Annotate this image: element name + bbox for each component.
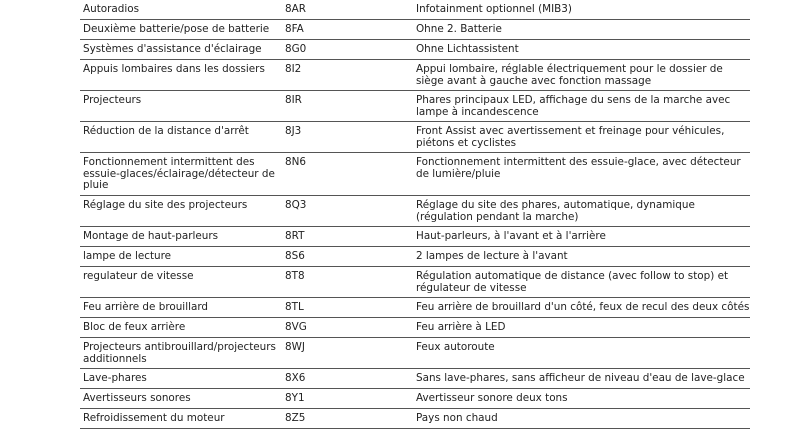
option-description: Réglage du site des phares, automatique, dynamique (régulation pendant la marche) <box>416 199 695 223</box>
option-code: 8J3 <box>285 125 302 137</box>
table-row <box>80 153 750 196</box>
option-code: 8WJ <box>285 341 305 353</box>
table-row <box>80 318 750 338</box>
option-code: 8G0 <box>285 43 307 55</box>
option-description: Régulation automatique de distance (avec follow to stop) et régulateur de vitesse <box>416 270 729 294</box>
option-description: Feux autoroute <box>416 341 495 353</box>
option-label: Refroidissement du moteur <box>83 412 225 424</box>
option-description: 2 lampes de lecture à l'avant <box>416 250 568 262</box>
option-description: Haut-parleurs, à l'avant et à l'arrière <box>416 230 606 242</box>
table-row <box>80 40 750 60</box>
option-description: Sans lave-phares, sans afficheur de niveau d'eau de lave-glace <box>416 372 745 384</box>
option-label: Réduction de la distance d'arrêt <box>83 125 249 137</box>
option-code: 8X6 <box>285 372 306 384</box>
option-label: Deuxième batterie/pose de batterie <box>83 23 270 35</box>
table-row <box>80 122 750 153</box>
option-label: Bloc de feux arrière <box>83 321 186 333</box>
option-code: 8Y1 <box>285 392 305 404</box>
option-code: 8Q3 <box>285 199 307 211</box>
option-label: Lave-phares <box>83 372 147 384</box>
table-row <box>80 247 750 267</box>
table-row <box>80 409 750 429</box>
option-code: 8AR <box>285 3 306 15</box>
table-row <box>80 267 750 298</box>
option-code: 8IR <box>285 94 302 106</box>
option-description: Phares principaux LED, affichage du sens de la marche avec lampe à incandescence <box>416 94 731 118</box>
option-code: 8T8 <box>285 270 305 282</box>
option-label: regulateur de vitesse <box>83 270 194 282</box>
option-description: Pays non chaud <box>416 412 498 424</box>
option-label: Autoradios <box>83 3 140 15</box>
option-label: lampe de lecture <box>83 250 172 262</box>
option-label: Projecteurs antibrouillard/projecteurs additionnels <box>83 341 276 365</box>
option-description: Ohne Lichtassistent <box>416 43 519 55</box>
option-label: Systèmes d'assistance d'éclairage <box>83 43 262 55</box>
option-code: 8N6 <box>285 156 306 168</box>
option-description: Feu arrière à LED <box>416 321 506 333</box>
option-code: 8TL <box>285 301 304 313</box>
option-description: Fonctionnement intermittent des essuie-glace, avec détecteur de lumière/pluie <box>416 156 741 180</box>
option-label: Fonctionnement intermittent des essuie-glaces/éclairage/détecteur de pluie <box>83 156 275 191</box>
option-label: Appuis lombaires dans les dossiers <box>83 63 265 75</box>
option-label: Feu arrière de brouillard <box>83 301 209 313</box>
table-row <box>80 20 750 40</box>
option-label: Réglage du site des projecteurs <box>83 199 248 211</box>
option-label: Projecteurs <box>83 94 142 106</box>
table-row <box>80 227 750 247</box>
option-code: 8RT <box>285 230 305 242</box>
option-description: Front Assist avec avertissement et freinage pour véhicules, piétons et cyclistes <box>416 125 725 149</box>
table-row <box>80 0 750 20</box>
option-label: Montage de haut-parleurs <box>83 230 219 242</box>
table-row <box>80 91 750 122</box>
option-description: Infotainment optionnel (MIB3) <box>416 3 572 15</box>
table-row <box>80 369 750 389</box>
option-code: 8Z5 <box>285 412 306 424</box>
option-description: Appui lombaire, réglable électriquement pour le dossier de siège avant à gauche avec fonction massage <box>416 63 723 87</box>
table-row <box>80 196 750 227</box>
table-row <box>80 338 750 369</box>
option-code: 8FA <box>285 23 304 35</box>
option-code: 8S6 <box>285 250 305 262</box>
equipment-table <box>80 0 750 429</box>
option-description: Avertisseur sonore deux tons <box>416 392 568 404</box>
option-description: Ohne 2. Batterie <box>416 23 502 35</box>
table-row <box>80 298 750 318</box>
table-row <box>80 389 750 409</box>
option-code: 8VG <box>285 321 307 333</box>
option-code: 8I2 <box>285 63 302 75</box>
option-label: Avertisseurs sonores <box>83 392 191 404</box>
table-row <box>80 60 750 91</box>
option-description: Feu arrière de brouillard d'un côté, feux de recul des deux côtés <box>416 301 750 313</box>
